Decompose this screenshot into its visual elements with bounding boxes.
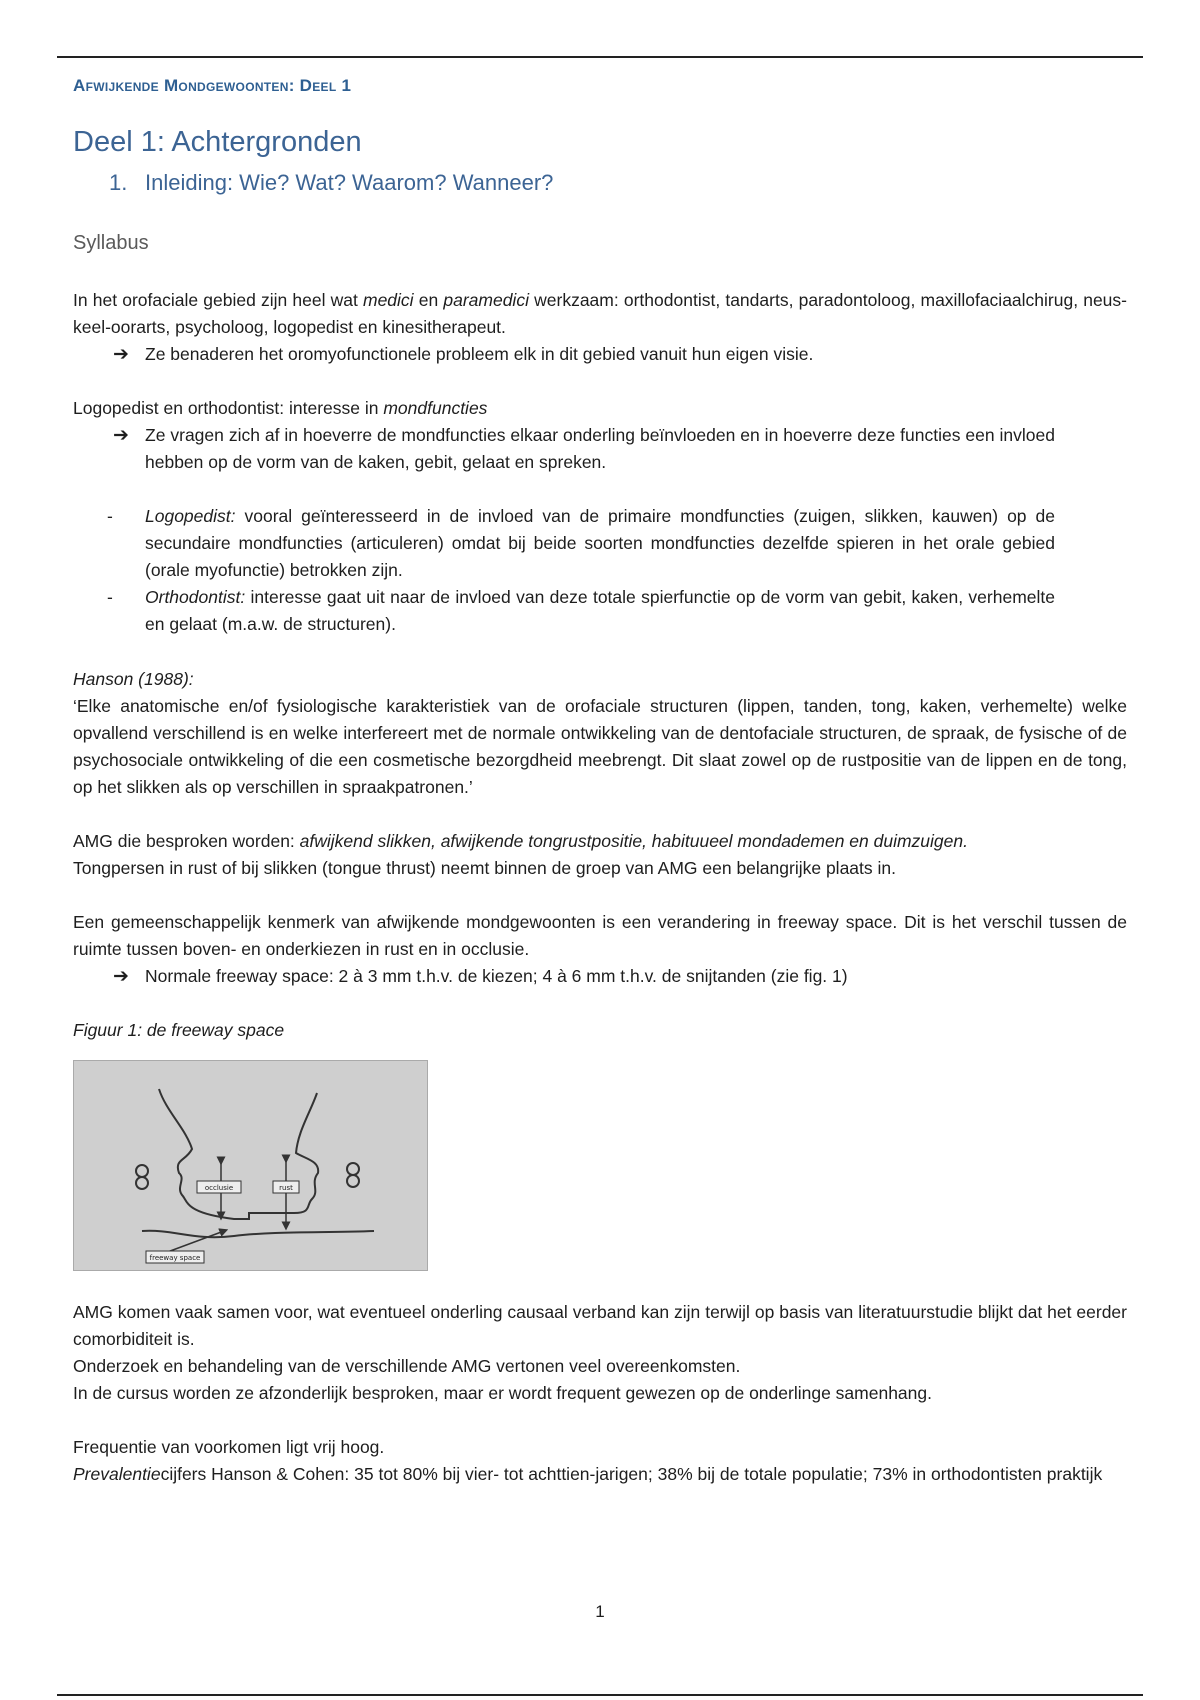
paragraph-cursus: In de cursus worden ze afzonderlijk besproken, maar er wordt frequent gewezen op de onderlinge samenhang. — [73, 1383, 932, 1403]
figure-freeway-space — [73, 1060, 428, 1271]
text-run-italic: paramedici — [443, 290, 529, 310]
paragraph-prevalentie — [73, 1461, 1127, 1488]
paragraph-amg — [73, 828, 1127, 882]
dash-bullet: - — [107, 587, 113, 607]
freeway-space-diagram — [74, 1061, 427, 1270]
arrow-icon: ➔ — [113, 425, 129, 446]
label-freeway-space: freeway space — [149, 1254, 201, 1262]
text-run: en — [413, 290, 444, 310]
text-run: werkzaam: orthodontist, tandarts, paradontoloog, maxillofaciaalchirug, neus-keel-oorarts, psycholoog, logopedist en kinesitherapeut. — [73, 290, 1127, 337]
bullet-item-logopedist — [73, 503, 1055, 584]
text-run-italic: afwijkend slikken, afwijkende tongrustpositie, habituueel mondademen en duimzuigen. — [299, 831, 968, 851]
bullet-term: Logopedist: — [145, 506, 236, 526]
text-run-italic: mondfuncties — [383, 398, 488, 418]
right-profile-line — [294, 1093, 318, 1213]
arrow-item-text: Ze benaderen het oromyofunctionele probleem elk in dit gebied vanuit hun eigen visie. — [145, 344, 814, 364]
text-run: Tongpersen in rust of bij slikken (tongue thrust) neemt binnen de groep van AMG een belangrijke plaats in. — [73, 858, 896, 878]
arrow-item-1 — [73, 341, 1055, 368]
text-run-italic: medici — [363, 290, 414, 310]
jaw-line — [142, 1231, 374, 1237]
text-run: AMG die besproken worden: — [73, 831, 300, 851]
top-rule — [57, 56, 1143, 58]
heading-2-number: 1. — [109, 170, 128, 195]
paragraph-intro — [73, 287, 1127, 341]
bullet-text: vooral geïnteresseerd in de invloed van de primaire mondfuncties (zuigen, slikken, kauwen) op de secundaire mondfuncties (articuleren) omdat bij beide soorten mondfuncties dezelfde spieren in het orale gebied (orale myofunctie) betrokken zijn. — [145, 506, 1055, 580]
text-run: In het orofaciale gebied zijn heel wat — [73, 290, 363, 310]
paragraph-mondfuncties — [73, 395, 1127, 422]
bullet-text: interesse gaat uit naar de invloed van deze totale spierfunctie op de vorm van gebit, kaken, verhemelte en gelaat (m.a.w. de structuren). — [145, 587, 1055, 634]
section-label-syllabus: Syllabus — [73, 232, 149, 254]
heading-1: Deel 1: Achtergronden — [73, 126, 362, 158]
hanson-quote: ‘Elke anatomische en/of fysiologische karakteristiek van de orofaciale structuren (lippen, tanden, tong, kaken, verhemelte) welke opvallend verschillend is en welke interfereert met de normale ontwikkeling van de dentofaciale structuren, de spraak, de fysische of de psychosociale ontwikkeling of die een cosmetische bezorgdheid meebrengt. Dit slaat zowel op de rustpositie van de lippen en de tong, op het slikken als op verschillen in spraakpatronen.’ — [73, 696, 1127, 797]
arrow-icon: ➔ — [113, 966, 129, 987]
heading-2 — [109, 168, 1163, 198]
arrow-icon: ➔ — [113, 344, 129, 365]
heading-2-text: Inleiding: Wie? Wat? Waarom? Wanneer? — [145, 170, 554, 195]
text-run: Logopedist en orthodontist: interesse in — [73, 398, 384, 418]
arrow-item-text: Ze vragen zich af in hoeverre de mondfuncties elkaar onderling beïnvloeden en in hoeverre deze functies een invloed hebben op de vorm van de kaken, gebit, gelaat en spreken. — [145, 425, 1055, 472]
paragraph-onderzoek: Onderzoek en behandeling van de verschillende AMG vertonen veel overeenkomsten. — [73, 1356, 741, 1376]
paragraph-samen: AMG komen vaak samen voor, wat eventueel onderling causaal verband kan zijn terwijl op basis van literatuurstudie blijkt dat het eerder comorbiditeit is. — [73, 1302, 1127, 1349]
left-profile-line — [159, 1089, 294, 1219]
figure-caption: Figuur 1: de freeway space — [73, 1020, 285, 1040]
label-occlusie: occlusie — [204, 1184, 234, 1192]
running-header: Afwijkende Mondgewoonten: Deel 1 — [73, 76, 352, 95]
paragraph-freeway: Een gemeenschappelijk kenmerk van afwijkende mondgewoonten is een verandering in freeway space. Dit is het verschil tussen de ruimte tussen boven- en onderkiezen in rust en in occlusie. — [73, 912, 1127, 959]
arrow-item-2 — [73, 422, 1055, 476]
page-number: 1 — [595, 1602, 605, 1621]
bullet-item-orthodontist — [73, 584, 1055, 638]
hanson-label: Hanson (1988): — [73, 669, 194, 689]
bullet-term: Orthodontist: — [145, 587, 246, 607]
arrow-item-3 — [73, 963, 1055, 990]
dash-bullet: - — [107, 506, 113, 526]
paragraph-frequentie: Frequentie van voorkomen ligt vrij hoog. — [73, 1437, 385, 1457]
bottom-rule — [57, 1694, 1143, 1696]
arrow-item-text: Normale freeway space: 2 à 3 mm t.h.v. de kiezen; 4 à 6 mm t.h.v. de snijtanden (zie fig. 1) — [145, 966, 848, 986]
label-rust: rust — [279, 1184, 293, 1192]
text-run: cijfers Hanson & Cohen: 35 tot 80% bij vier- tot achttien-jarigen; 38% bij de totale populatie; 73% in orthodontisten praktijk — [160, 1464, 1103, 1484]
text-run-italic: Prevalentie — [73, 1464, 161, 1484]
